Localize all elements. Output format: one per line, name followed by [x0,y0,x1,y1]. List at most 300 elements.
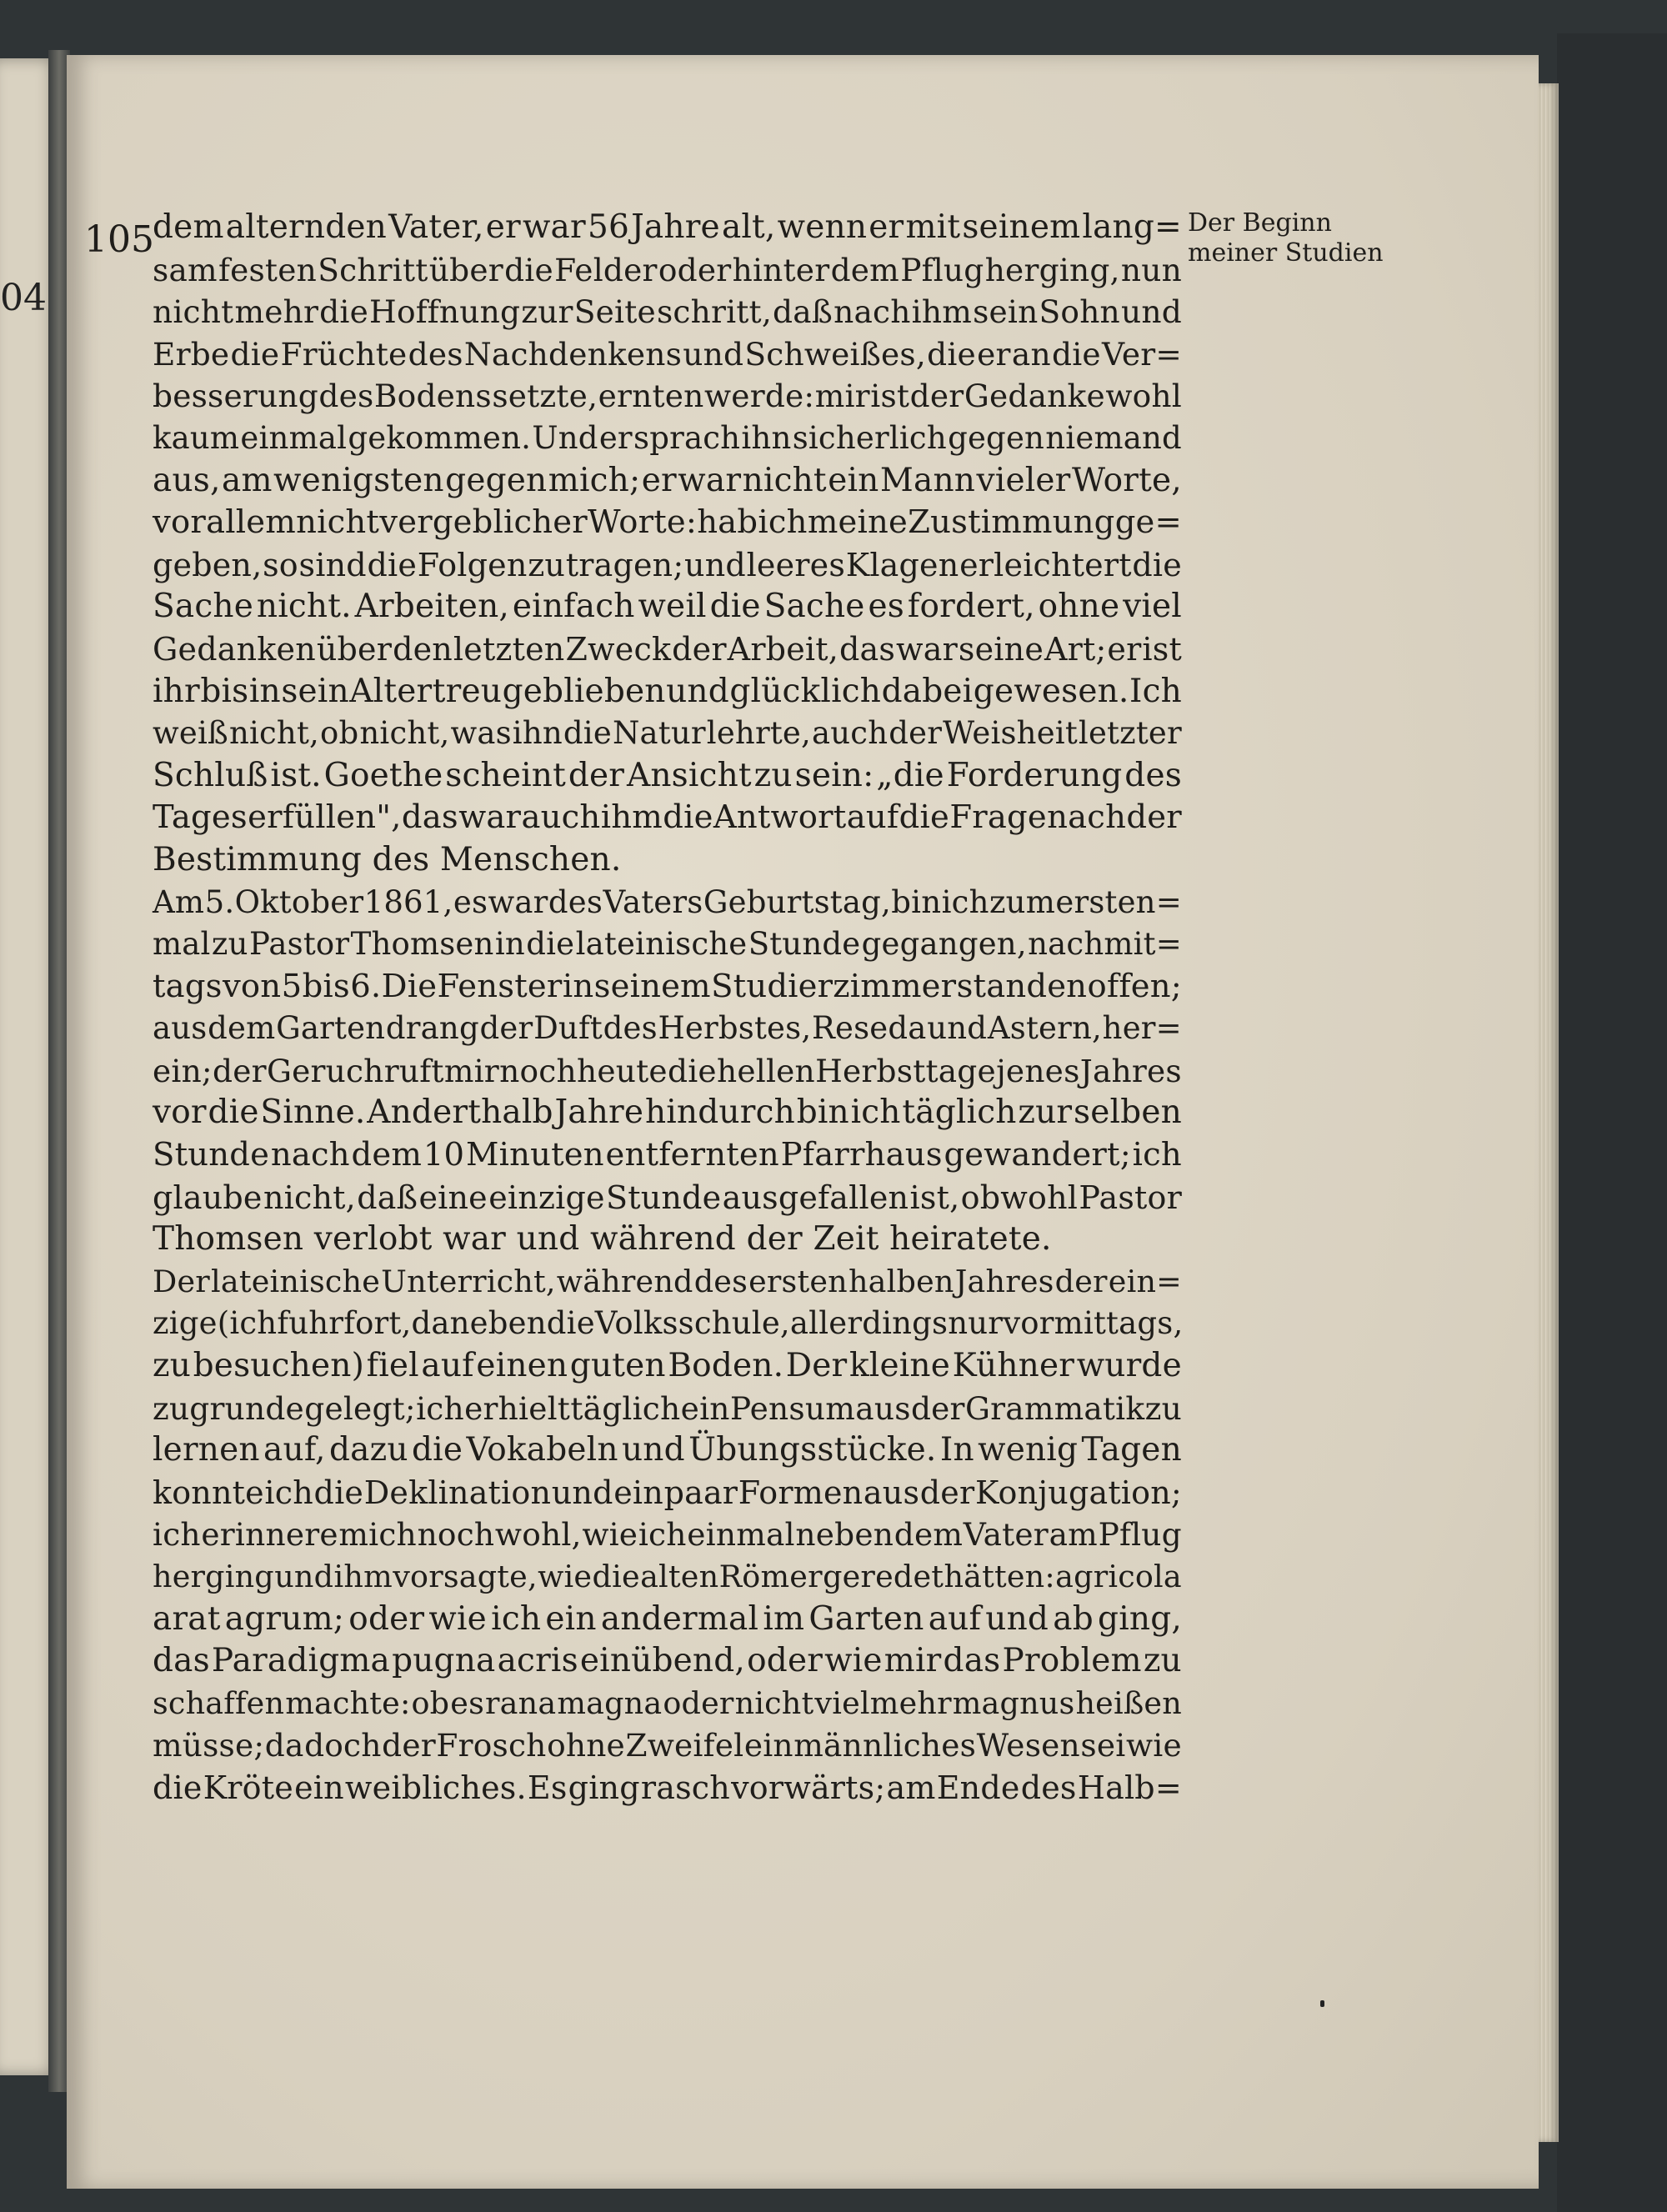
word: des [693,1263,748,1299]
word: am [1049,1516,1098,1554]
word: hab [697,503,758,542]
word: Studierzimmer [711,967,957,1005]
word: vormittags, [1003,1305,1184,1342]
word: seine [958,630,1044,668]
text-line [153,291,1182,333]
word: kleine [849,1347,950,1385]
word: entfernten [605,1136,779,1174]
word: Schritt [318,251,428,288]
word: lehrte, [706,715,811,752]
text-line [153,1008,1182,1050]
text-line [153,249,1182,292]
word: das [153,1642,210,1680]
word: halben [848,1263,954,1299]
marginal-note-line: meiner Studien [1188,238,1384,268]
word: Am [153,883,205,920]
word: und [274,1559,334,1594]
word: mich [338,1516,417,1554]
word: ein [680,1389,730,1427]
word: noch [499,1052,577,1089]
word: und [985,1599,1049,1638]
word: Unterricht, [381,1263,556,1299]
word: ein= [1108,1263,1182,1299]
word: das [839,630,896,668]
word: täglich [902,1093,1017,1132]
word: ist [870,378,910,415]
word: aus [863,1474,920,1511]
text-line [153,418,1182,460]
word: mir [814,378,870,415]
word: Herbsttage [815,1052,996,1089]
word: Garten [276,1010,386,1047]
text-line [153,375,1182,418]
word: Antwort [713,798,847,837]
word: wie [824,1642,883,1680]
word: die [563,715,612,752]
word: er [1107,630,1142,668]
text-line [153,1092,1182,1134]
word: bin [796,1093,849,1132]
word: Natur [612,715,706,752]
word: fiel [366,1347,419,1385]
word: nicht, [228,715,319,752]
word: mir [443,1052,499,1089]
word: der [479,1010,533,1047]
word: hinter [732,251,830,288]
word: schaffen [153,1684,285,1721]
word: vieler [976,461,1071,499]
word: selben [1074,1093,1182,1132]
text-line [153,1050,1182,1093]
word: der [382,1727,436,1764]
page-number: 105 [84,218,154,261]
word: alternden [225,208,387,246]
word: hellen [717,1052,815,1089]
word: gegen [445,461,548,499]
word: vorsagte, [393,1559,538,1594]
word: Worte, [1071,461,1182,499]
word: des [603,1010,658,1047]
word: der [910,1389,965,1427]
word: alt, [721,208,776,246]
word: guten [569,1347,666,1385]
word: her= [1102,1010,1182,1047]
word: Tages [153,798,248,837]
word: Frosch [436,1727,547,1764]
marginal-note [1188,208,1388,268]
word: vor [153,503,206,542]
word: festen [218,251,317,288]
word: oder [658,251,732,288]
word: im [763,1599,805,1638]
word: zur [1018,1093,1073,1132]
word: Deklination [363,1474,552,1511]
word: hätten: [944,1559,1055,1594]
word: der [568,756,625,794]
word: Arbeiten, [354,588,509,626]
word: einübend, [579,1642,746,1680]
word: die [208,1093,259,1132]
word: meine [807,503,908,542]
word: über [316,630,393,668]
word: ruft [383,1052,444,1089]
word: die [313,1474,364,1511]
word: machte: [285,1684,411,1721]
word: an [1011,335,1051,373]
word: auf [928,1599,982,1638]
word: Ich [1129,672,1182,710]
word: zugrunde [153,1389,304,1427]
word: Jahre [554,1093,644,1132]
word: Schweißes, [744,335,926,373]
word: der [1126,798,1182,837]
word: magnus [952,1684,1075,1721]
word: einfach [512,588,635,626]
word: über [428,251,503,288]
word: auf [421,1347,474,1385]
word: bis [200,672,249,710]
word: lateinische [211,1263,381,1299]
word: und [666,672,729,710]
word: gelegt; [304,1389,416,1427]
word: tragen; [565,546,684,583]
word: ge= [1114,503,1182,542]
word: vergeblicher [379,503,588,542]
text-line [153,502,1182,544]
word: Hoffnung [369,293,521,331]
word: erinnere [201,1516,338,1554]
word: es [868,588,904,626]
word: Stunde [153,1136,270,1174]
word: Die [381,967,438,1005]
word: Alter [349,672,433,710]
word: nur [948,1305,1004,1342]
word: die [546,1305,595,1342]
word: ist, [909,1179,960,1216]
word: wohl, [494,1516,582,1554]
word: nun [1120,251,1182,288]
word: eine [418,1179,488,1216]
word: auch [811,715,889,752]
word: seinem [593,967,711,1005]
previous-page-number: 04 [0,277,47,319]
word: vielmehr [814,1684,952,1721]
word: in [494,926,525,963]
word: Vater [963,1516,1049,1554]
word: Frage [949,798,1047,837]
word: wie [582,1516,638,1554]
text-line [153,1767,1182,1809]
word: Erbe [153,335,230,373]
text-line [153,333,1182,376]
word: in [248,672,281,710]
word: Jahre [631,208,720,246]
text-line [153,966,1182,1008]
word: besserung [153,378,318,415]
word: fordert, [907,588,1035,626]
word: der [672,630,727,668]
word: geben, [153,546,263,583]
word: Tagen [1081,1431,1182,1469]
word: 6. [350,967,382,1005]
word: jenes [996,1052,1080,1089]
word: glaube [153,1179,263,1216]
word: heißen [1075,1684,1182,1721]
word: Forderung [946,756,1123,794]
word: des [318,378,374,415]
word: wie [428,1599,487,1638]
word: Worte: [588,503,698,542]
word: Thomsen [350,926,494,963]
word: Früchte [280,335,408,373]
word: Geburtstag, [703,883,891,920]
word: 5 [281,967,303,1005]
word: Volksschule, [594,1305,790,1342]
word: und [551,1474,613,1511]
word: mich; [548,461,641,499]
word: ausgefallen [722,1179,909,1216]
word: Der [785,1347,848,1385]
word: es [450,1684,484,1721]
word: rana [485,1684,557,1721]
word: vor [153,1093,207,1132]
word: mal [153,926,211,963]
word: ein [545,1599,597,1638]
word: besuchen) [193,1347,364,1385]
word: pugna [392,1642,496,1680]
word: mehr [234,293,319,331]
word: Vokabeln [466,1431,618,1469]
word: werde: [704,378,815,415]
word: Arbeit, [727,630,839,668]
word: 56 [587,208,629,246]
word: 5. [204,883,235,920]
word: ich [153,1516,201,1554]
word: schritt, [656,293,772,331]
word: der [909,378,964,415]
word: zu [153,1347,192,1385]
word: Seite [573,293,656,331]
word: weiß [153,715,228,752]
text-line [153,1303,1182,1345]
word: müsse; [153,1727,265,1764]
word: Sinne. [260,1093,366,1132]
word: sicherlich [792,419,947,456]
word: war [896,630,958,668]
word: die [668,1052,717,1089]
word: des [1124,756,1182,794]
word: offen; [1087,967,1182,1005]
word: ich [941,883,989,920]
word: noch [417,1516,495,1554]
word: oder [348,1599,425,1638]
word: lang= [1082,208,1182,246]
text-line [153,1556,1182,1599]
word: ein; [153,1052,213,1089]
text-line [153,671,1182,713]
word: täglich [570,1389,681,1427]
word: erhielt [464,1389,571,1427]
word: wenig [978,1431,1079,1469]
word: weil [638,588,707,626]
word: die [504,251,553,288]
word: ersten [748,1263,848,1299]
text-line [153,1472,1182,1514]
word: aus [855,1389,911,1427]
word: drang [385,1010,479,1047]
marginal-note-line: Der Beginn [1188,208,1332,238]
word: heute [577,1052,668,1089]
word: doch [304,1727,382,1764]
word: viel [1123,588,1182,626]
word: er [598,419,633,456]
word: Oktober [234,883,364,920]
word: gekommen. [348,419,532,456]
word: die [592,1559,640,1594]
word: so [263,546,298,583]
word: Mann [879,461,976,499]
word: auf [846,798,899,837]
word: zu [528,546,566,583]
word: 10 [423,1136,465,1174]
word: Vater, [388,208,484,246]
word: des [408,335,463,373]
word: und [683,335,744,373]
word: und [927,1010,988,1047]
word: nicht [153,293,234,331]
word: acris [497,1642,578,1680]
word: agrum; [224,1599,345,1638]
word: tags [153,967,223,1005]
word: die [526,926,575,963]
text-line [153,1261,1182,1304]
word: Bodens [373,378,492,415]
word: herging [153,1559,274,1594]
text-line [153,1345,1182,1388]
word: und [684,546,746,583]
word: rasch [640,1769,730,1806]
word: standen [956,967,1088,1005]
word: zu [1143,1642,1182,1680]
word: ernten [598,378,704,415]
word: paar [663,1474,738,1511]
word: die [1052,335,1101,373]
word: ich [758,503,808,542]
word: dem [351,1136,423,1174]
word: ihm [600,798,663,837]
word: einmal [687,1516,795,1554]
word: Klagen [845,546,959,583]
word: ihm [333,1559,393,1594]
word: neben [795,1516,894,1554]
word: einen [476,1347,568,1385]
body-text [153,207,1182,1809]
word: mit [905,208,961,246]
word: allerdings [789,1305,949,1342]
word: war [522,208,586,246]
word: Jahres [1079,1052,1182,1089]
word: Fenster [437,967,563,1005]
word: er [869,208,904,246]
word: Pflug [1098,1516,1182,1554]
word: während [556,1263,693,1299]
word: arat [153,1599,221,1638]
word: ging, [1098,1599,1182,1638]
word: ein [743,1727,793,1764]
word: männliches [793,1727,977,1764]
text-line [153,1134,1182,1177]
word: einzige [488,1179,605,1216]
word: hindurch [644,1093,795,1132]
word: herging, [984,251,1120,288]
word: erleichtert [959,546,1132,583]
word: In [939,1431,974,1469]
word: Herbstes, [658,1010,812,1047]
word: fuhr [277,1305,344,1342]
word: nicht [296,503,380,542]
word: sein [281,672,349,710]
word: Anderthalb [367,1093,553,1132]
word: aus, [153,461,221,499]
word: nach [270,1136,350,1174]
word: allem [206,503,296,542]
text-line [153,1388,1182,1430]
word: dem [894,1516,964,1554]
word: Stunde [606,1179,722,1216]
word: sam [153,251,218,288]
word: auf, [263,1431,326,1469]
text-line [153,882,1182,924]
word: nach [1047,798,1127,837]
word: Geruch [266,1052,384,1089]
text-line [153,713,1182,755]
word: Problem [1002,1642,1142,1680]
word: agricola [1055,1559,1182,1594]
word: dabei [881,672,974,710]
word: ich [638,1516,687,1554]
text-line [153,1599,1182,1641]
word: lateinische [575,926,748,963]
word: Reseda [811,1010,927,1047]
word: die [367,546,418,583]
word: sprach [633,419,741,456]
word: Formen [738,1474,864,1511]
word: daß [357,1179,418,1216]
word: die [412,1431,463,1469]
word: ohne [1038,588,1120,626]
word: Gedanke [964,378,1105,415]
word: wurde [1076,1347,1182,1385]
word: ersten= [1055,883,1182,920]
word: den [393,630,453,668]
word: Kühner [952,1347,1075,1385]
text-line [153,544,1182,587]
word: Ver= [1102,335,1182,373]
word: Minuten [466,1136,604,1174]
word: die [899,798,949,837]
text-line [153,1514,1182,1556]
word: Schluß [153,756,268,794]
word: Ansicht [627,756,752,794]
word: ein [828,461,879,499]
text-line [153,1177,1182,1219]
word: daß [773,293,834,331]
word: das [943,1642,1001,1680]
word: Duft [533,1010,603,1047]
word: Zustimmung [908,503,1115,542]
text-line: Thomsen verlobt war und während der Zeit heiratete. [153,1220,1052,1259]
word: niemand [1045,419,1182,456]
